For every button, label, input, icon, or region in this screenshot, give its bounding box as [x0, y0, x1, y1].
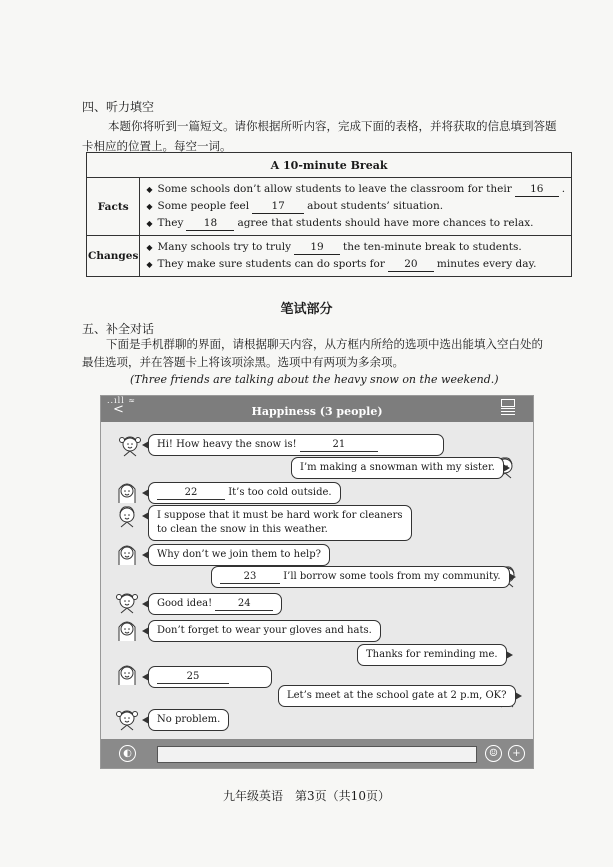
girl-b-avatar-icon — [116, 541, 138, 567]
diamond-icon: ◆ — [146, 185, 153, 194]
changes-cell — [140, 236, 572, 277]
written-part-title: 笔试部分 — [280, 302, 333, 317]
answer-blank[interactable]: 17 — [252, 199, 304, 214]
answer-blank[interactable]: 20 — [388, 257, 434, 272]
girl-a-avatar-icon — [116, 589, 138, 615]
phone-chat-screen — [100, 395, 534, 769]
diamond-icon: ◆ — [146, 243, 153, 252]
change-row: ◆ They make sure students can do sports for 20 minutes every day. — [146, 258, 537, 270]
chat-message: No problem. — [148, 709, 229, 731]
answer-blank[interactable]: 21 — [300, 439, 378, 452]
fact-row: ◆ Some people feel 17 about students’ situation. — [146, 200, 444, 212]
chat-message: I’m making a snowman with my sister. — [291, 457, 504, 479]
chat-message: Why don’t we join them to help? — [148, 544, 330, 566]
section-5-title: 五、补全对话 — [82, 322, 155, 336]
boy-avatar-icon — [116, 503, 138, 529]
group-chat-title: Happiness (3 people) — [251, 405, 383, 418]
dialogue-context: (Three friends are talking about the heavy snow on the weekend.) — [130, 373, 499, 386]
facts-cell — [140, 178, 572, 236]
listening-table — [86, 152, 572, 277]
chat-message: Thanks for reminding me. — [357, 644, 507, 666]
answer-blank[interactable]: 25 — [157, 671, 229, 684]
girl-b-avatar-icon — [116, 661, 138, 687]
chat-input-bar — [101, 739, 533, 768]
menu-icon[interactable] — [501, 408, 515, 417]
chat-message: 22 It’s too cold outside. — [148, 482, 341, 504]
emoji-icon[interactable]: ☺ — [485, 745, 502, 762]
chat-header — [101, 396, 533, 422]
chat-message: Don’t forget to wear your gloves and hats. — [148, 620, 381, 642]
add-icon[interactable]: + — [508, 745, 525, 762]
diamond-icon: ◆ — [146, 202, 153, 211]
facts-label: Facts — [87, 178, 140, 236]
message-input[interactable] — [157, 746, 477, 763]
page-footer: 九年级英语 第3页（共10页） — [223, 789, 390, 803]
chat-message: Good idea! 24 — [148, 593, 282, 615]
battery-icon — [501, 399, 515, 407]
fact-row: ◆ They 18 agree that students should have more chances to relax. — [146, 217, 534, 229]
section-5-instructions: 下面是手机群聊的界面，请根据聊天内容，从方框内所给的选项中选出能填入空白处的最佳选项，并在答题卡上将该项涂黑。选项中有两项为多余项。 — [82, 337, 543, 369]
voice-icon[interactable]: ◐ — [119, 745, 136, 762]
answer-blank[interactable]: 16 — [515, 182, 559, 197]
fact-row: ◆ Some schools don’t allow students to leave the classroom for their 16 . — [146, 183, 566, 195]
chat-message: Hi! How heavy the snow is! 21 — [148, 434, 444, 456]
answer-blank[interactable]: 23 — [220, 571, 280, 584]
diamond-icon: ◆ — [146, 260, 153, 269]
answer-blank[interactable]: 22 — [157, 487, 225, 500]
chat-message: 23 I’ll borrow some tools from my community. — [211, 566, 510, 588]
table-title: A 10-minute Break — [87, 153, 572, 178]
back-arrow-icon[interactable]: < — [113, 402, 124, 417]
section-4-instructions: 本题你将听到一篇短文。请你根据所听内容，完成下面的表格，并将获取的信息填到答题卡相应的位置上。每空一词。 — [82, 119, 557, 153]
girl-a-avatar-icon — [116, 706, 138, 732]
section-4-title: 四、听力填空 — [82, 100, 155, 114]
girl-b-avatar-icon — [116, 479, 138, 505]
girl-b-avatar-icon — [116, 617, 138, 643]
chat-message: I suppose that it must be hard work for cleaners to clean the snow in this weather. — [148, 505, 412, 541]
girl-a-avatar-icon — [119, 432, 141, 458]
change-row: ◆ Many schools try to truly 19 the ten-minute break to students. — [146, 241, 522, 253]
answer-blank[interactable]: 19 — [294, 240, 340, 255]
chat-message: Let’s meet at the school gate at 2 p.m, OK? — [278, 685, 516, 707]
chat-message — [148, 666, 272, 688]
diamond-icon: ◆ — [146, 219, 153, 228]
changes-label: Changes — [87, 236, 140, 277]
answer-blank[interactable]: 18 — [186, 216, 234, 231]
answer-blank[interactable]: 24 — [215, 598, 273, 611]
signal-wifi-icon: ..ıll ≈ — [107, 396, 137, 405]
